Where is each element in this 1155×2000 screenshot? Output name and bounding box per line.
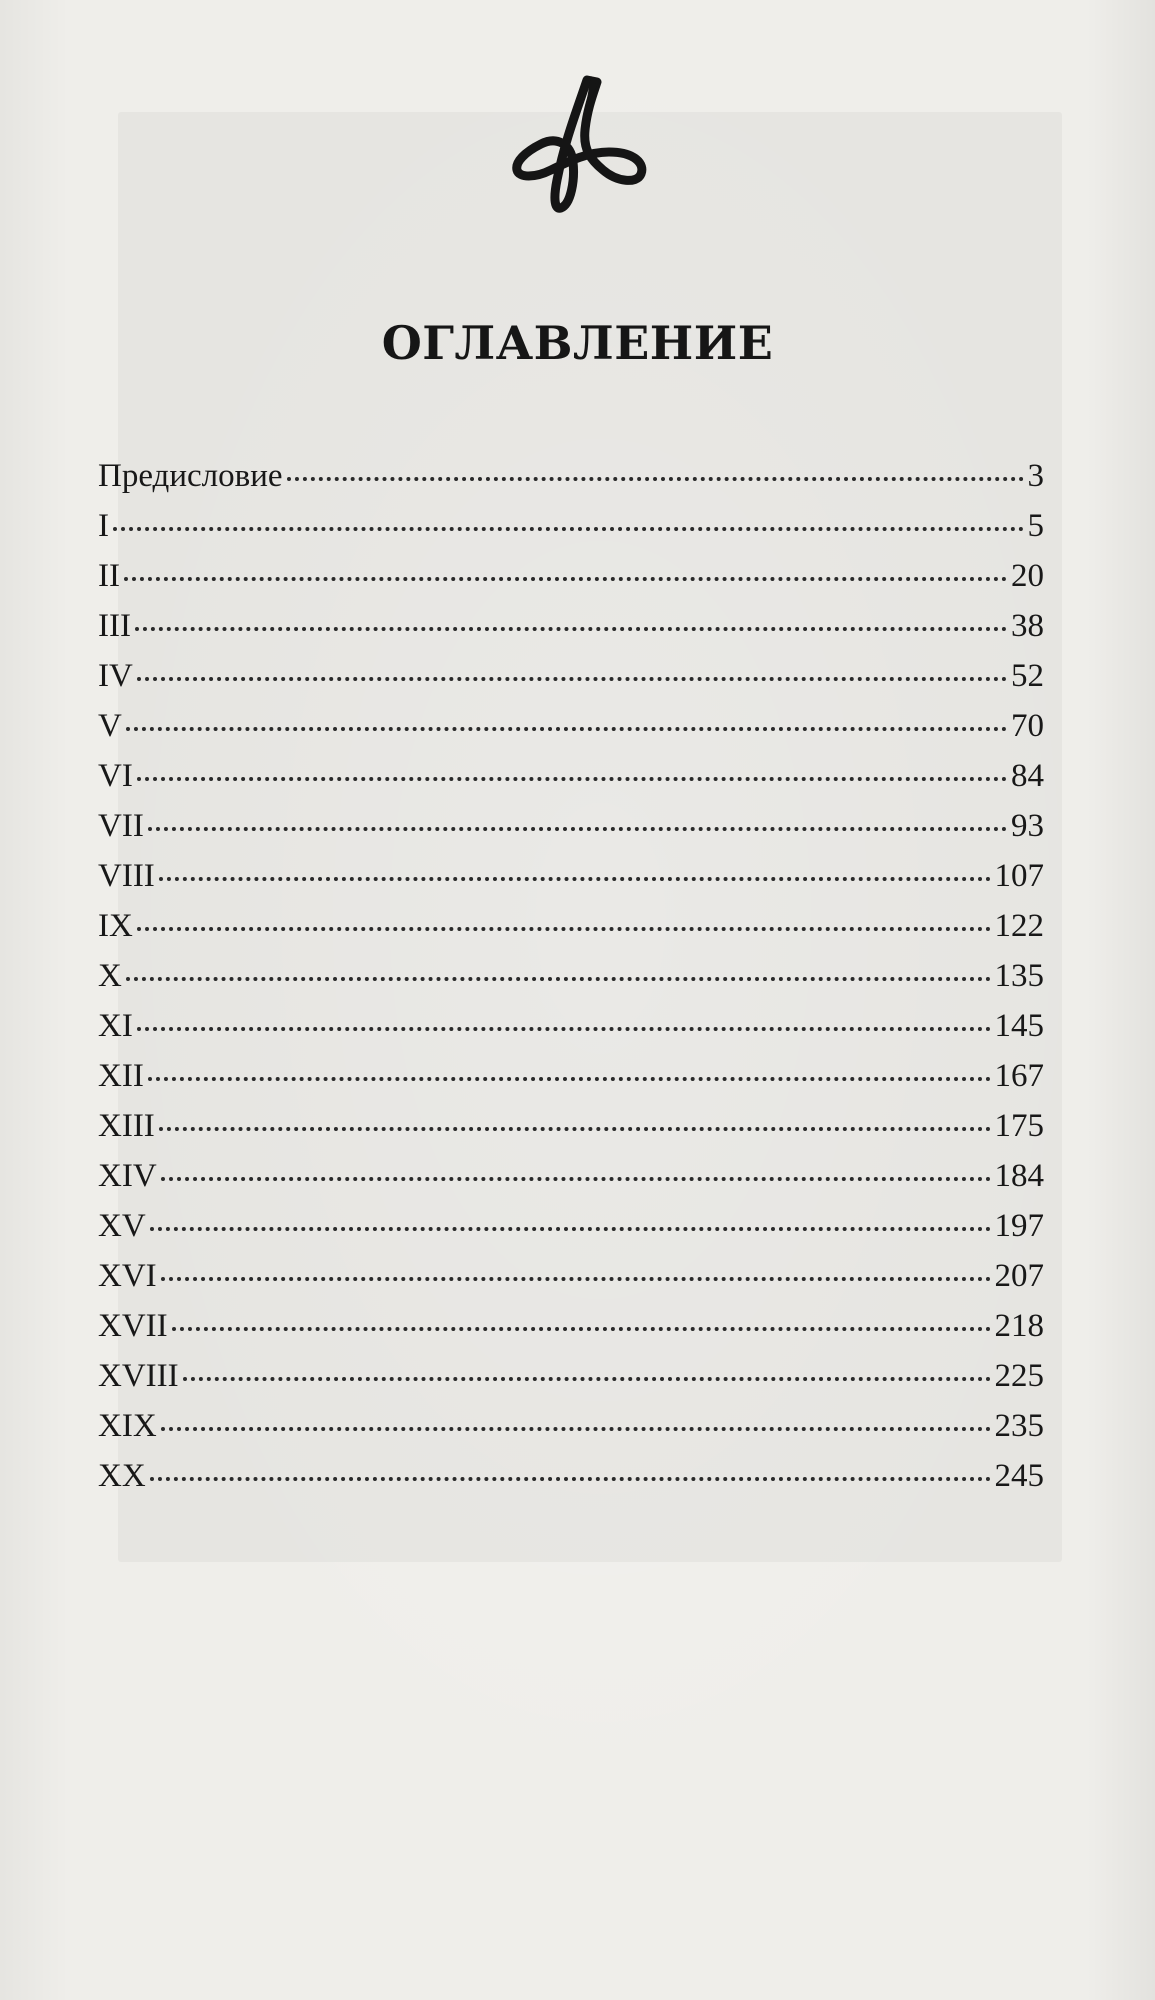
toc-entry-label: IX <box>98 908 133 944</box>
toc-entry-page-number: 207 <box>994 1258 1044 1294</box>
toc-entry-page-number: 218 <box>994 1308 1044 1344</box>
dot-leader <box>126 727 1007 731</box>
dot-leader <box>161 1177 991 1181</box>
dot-leader <box>137 927 991 931</box>
toc-entry-page-number: 197 <box>994 1208 1044 1244</box>
toc-entry-label: V <box>98 708 122 744</box>
dot-leader <box>135 627 1007 631</box>
toc-entry <box>98 558 1044 608</box>
toc-entry-label: VI <box>98 758 133 794</box>
toc-entry-label: VII <box>98 808 144 844</box>
toc-entry <box>98 658 1044 708</box>
toc-entry-label: XIII <box>98 1108 155 1144</box>
toc-entry-label: XII <box>98 1058 144 1094</box>
toc-entry <box>98 808 1044 858</box>
toc-entry <box>98 1458 1044 1508</box>
toc-entry-page-number: 84 <box>1011 758 1044 794</box>
toc-entry-label: XVI <box>98 1258 157 1294</box>
toc-entry <box>98 458 1044 508</box>
toc-entry-label: Предисловие <box>98 458 283 494</box>
toc-entry-label: XI <box>98 1008 133 1044</box>
toc-entry <box>98 1108 1044 1158</box>
dot-leader <box>161 1427 991 1431</box>
toc-entry <box>98 1008 1044 1058</box>
dot-leader <box>137 777 1007 781</box>
toc-entry-page-number: 3 <box>1027 458 1044 494</box>
toc-entry <box>98 858 1044 908</box>
dot-leader <box>159 877 991 881</box>
toc-entry-label: X <box>98 958 122 994</box>
toc-entry-label: XIX <box>98 1408 157 1444</box>
toc-entry-page-number: 245 <box>994 1458 1044 1494</box>
toc-entry-page-number: 175 <box>994 1108 1044 1144</box>
dot-leader <box>161 1277 991 1281</box>
toc-entry-page-number: 145 <box>994 1008 1044 1044</box>
toc-entry-page-number: 38 <box>1011 608 1044 644</box>
toc-entry-page-number: 167 <box>994 1058 1044 1094</box>
toc-entry-label: IV <box>98 658 133 694</box>
toc-title: ОГЛАВЛЕНИЕ <box>381 316 774 370</box>
toc-entry <box>98 708 1044 758</box>
toc-entry <box>98 1358 1044 1408</box>
dot-leader <box>113 527 1024 531</box>
dot-leader <box>159 1127 991 1131</box>
dot-leader <box>137 1027 991 1031</box>
toc-entry-label: I <box>98 508 109 544</box>
toc-entry-label: XV <box>98 1208 146 1244</box>
toc-entry <box>98 1308 1044 1358</box>
toc-entry-page-number: 70 <box>1011 708 1044 744</box>
toc-entry <box>98 1058 1044 1108</box>
toc-entry <box>98 908 1044 958</box>
calligraphic-flourish-icon <box>505 70 655 220</box>
toc-entry-label: VIII <box>98 858 155 894</box>
toc-entry-page-number: 235 <box>994 1408 1044 1444</box>
toc-entry-label: XVIII <box>98 1358 179 1394</box>
toc-entry-page-number: 20 <box>1011 558 1044 594</box>
dot-leader <box>148 827 1007 831</box>
toc-entry-page-number: 135 <box>994 958 1044 994</box>
dot-leader <box>183 1377 991 1381</box>
toc-entry <box>98 1258 1044 1308</box>
toc-entry <box>98 1208 1044 1258</box>
toc-entry-page-number: 184 <box>994 1158 1044 1194</box>
toc-entry-page-number: 5 <box>1027 508 1044 544</box>
toc-entry <box>98 958 1044 1008</box>
toc-entry-label: II <box>98 558 120 594</box>
toc-entry-page-number: 93 <box>1011 808 1044 844</box>
toc-entry <box>98 608 1044 658</box>
dot-leader <box>124 577 1007 581</box>
toc-entry-label: XVII <box>98 1308 168 1344</box>
dot-leader <box>148 1077 991 1081</box>
toc-entry <box>98 1408 1044 1458</box>
table-of-contents <box>98 458 1044 1508</box>
toc-entry <box>98 508 1044 558</box>
dot-leader <box>172 1327 991 1331</box>
toc-entry-page-number: 122 <box>994 908 1044 944</box>
dot-leader <box>150 1227 991 1231</box>
toc-entry <box>98 758 1044 808</box>
toc-entry-label: III <box>98 608 131 644</box>
toc-entry-page-number: 52 <box>1011 658 1044 694</box>
toc-entry-page-number: 225 <box>994 1358 1044 1394</box>
toc-entry <box>98 1158 1044 1208</box>
toc-entry-page-number: 107 <box>994 858 1044 894</box>
dot-leader <box>137 677 1007 681</box>
toc-entry-label: XIV <box>98 1158 157 1194</box>
toc-entry-label: XX <box>98 1458 146 1494</box>
dot-leader <box>287 477 1024 481</box>
dot-leader <box>126 977 991 981</box>
dot-leader <box>150 1477 991 1481</box>
